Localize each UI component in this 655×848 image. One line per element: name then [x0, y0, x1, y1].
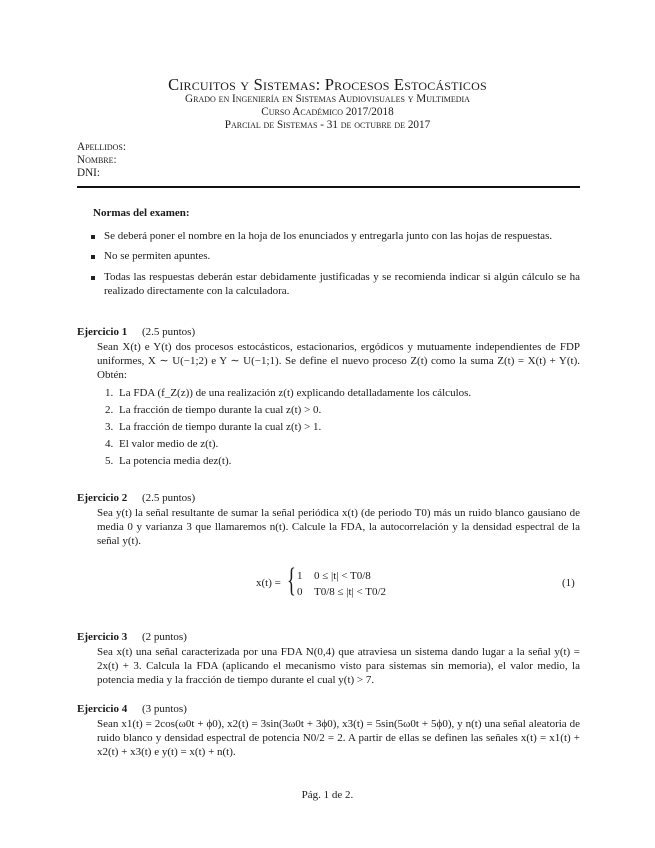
document-title: Circuitos y Sistemas: Procesos Estocásticos	[168, 75, 487, 94]
case-condition: T0/8 ≤ |t| < T0/2	[314, 586, 387, 598]
field-dni: DNI:	[77, 167, 100, 179]
exercise-heading: Ejercicio 2	[77, 492, 128, 504]
exercise-4-header	[77, 703, 187, 715]
list-number: 2.	[105, 404, 114, 416]
field-apellidos: Apellidos:	[77, 141, 126, 153]
exercise-heading: Ejercicio 4	[77, 703, 128, 715]
degree-line: Grado en Ingeniería en Sistemas Audiovisuales y Multimedia	[185, 93, 470, 105]
list-item: La fracción de tiempo durante la cual z(t) > 1.	[119, 421, 322, 433]
exam-line: Parcial de Sistemas - 31 de octubre de 2017	[224, 119, 431, 131]
exercise-3-text: Sea x(t) una señal caracterizada por una FDA N(0,4) que atraviesa un sistema dando lugar a la señal y(t) = 2x(t) + 3. Calcula la FDA (aplicando el mecanismo visto para sistemas sin memoria), el valor medio, la potencia media y la fracción de tiempo durante el cual y(t) > 7.	[97, 646, 580, 686]
exercise-points: (2.5 puntos)	[141, 326, 196, 338]
list-item: El valor medio de z(t).	[119, 438, 219, 450]
exercise-4-text: Sean x1(t) = 2cos(ω0t + ϕ0), x2(t) = 3sin(3ω0t + 3ϕ0), x3(t) = 5sin(5ω0t + 5ϕ0), y n(t) una señal aleatoria de ruido blanco y densidad espectral de potencia N0/2 = 2. A partir de ellas se definen las señales x(t) = x1(t) + x2(t) + x3(t) e y(t) = x(t) + n(t).	[97, 718, 580, 758]
list-number: 4.	[105, 438, 114, 450]
course-line: Curso Académico 2017/2018	[261, 106, 394, 118]
page-number: Pág. 1 de 2.	[301, 789, 354, 801]
rule-item: Todas las respuestas deberán estar debidamente justificadas y se recomienda indicar si algún cálculo se ha realizado directamente con la calculadora.	[104, 271, 580, 297]
bullet-icon	[91, 255, 95, 259]
list-item: La fracción de tiempo durante la cual z(t) > 0.	[119, 404, 322, 416]
header-divider	[77, 186, 580, 188]
list-number: 5.	[105, 455, 114, 467]
field-nombre: Nombre:	[77, 154, 117, 166]
rule-item: No se permiten apuntes.	[104, 250, 211, 262]
exercise-heading: Ejercicio 3	[77, 631, 128, 643]
exercise-points: (2 puntos)	[141, 631, 187, 643]
rule-item: Se deberá poner el nombre en la hoja de los enunciados y entregarla junto con las hojas de respuestas.	[104, 230, 553, 242]
case-condition: 0 ≤ |t| < T0/8	[314, 570, 371, 582]
bullet-icon	[91, 276, 95, 280]
exercise-points: (3 puntos)	[141, 703, 187, 715]
equation-number: (1)	[562, 577, 575, 589]
equation-lhs: x(t) =	[256, 577, 281, 589]
case-value: 0	[297, 586, 303, 598]
case-value: 1	[297, 570, 303, 582]
brace-icon: {	[287, 562, 296, 599]
exercise-heading: Ejercicio 1	[77, 326, 128, 338]
exercise-1-header	[77, 326, 195, 338]
rules-heading: Normas del examen:	[93, 207, 190, 219]
exercise-2-text: Sea y(t) la señal resultante de sumar la señal periódica x(t) (de periodo T0) más un ruido blanco gausiano de media 0 y varianza 3 que llamaremos n(t). Calcule la FDA, la autocorrelación y la densidad espectral de la señal y(t).	[97, 507, 580, 547]
exercise-3-header	[77, 631, 187, 643]
exercise-2-header	[77, 492, 195, 504]
list-item: La potencia media dez(t).	[119, 455, 232, 467]
list-number: 1.	[105, 387, 114, 399]
list-number: 3.	[105, 421, 114, 433]
exercise-1-text: Sean X(t) e Y(t) dos procesos estocásticos, estacionarios, ergódicos y mutuamente independientes de FDP uniformes, X ∼ U(−1;2) e Y ∼ U(−1;1). Se define el nuevo proceso Z(t) como la suma Z(t) = X(t) + Y(t). Obtén:	[97, 341, 580, 381]
list-item: La FDA (f_Z(z)) de una realización z(t) explicando detalladamente los cálculos.	[119, 387, 472, 399]
exercise-points: (2.5 puntos)	[141, 492, 196, 504]
bullet-icon	[91, 235, 95, 239]
